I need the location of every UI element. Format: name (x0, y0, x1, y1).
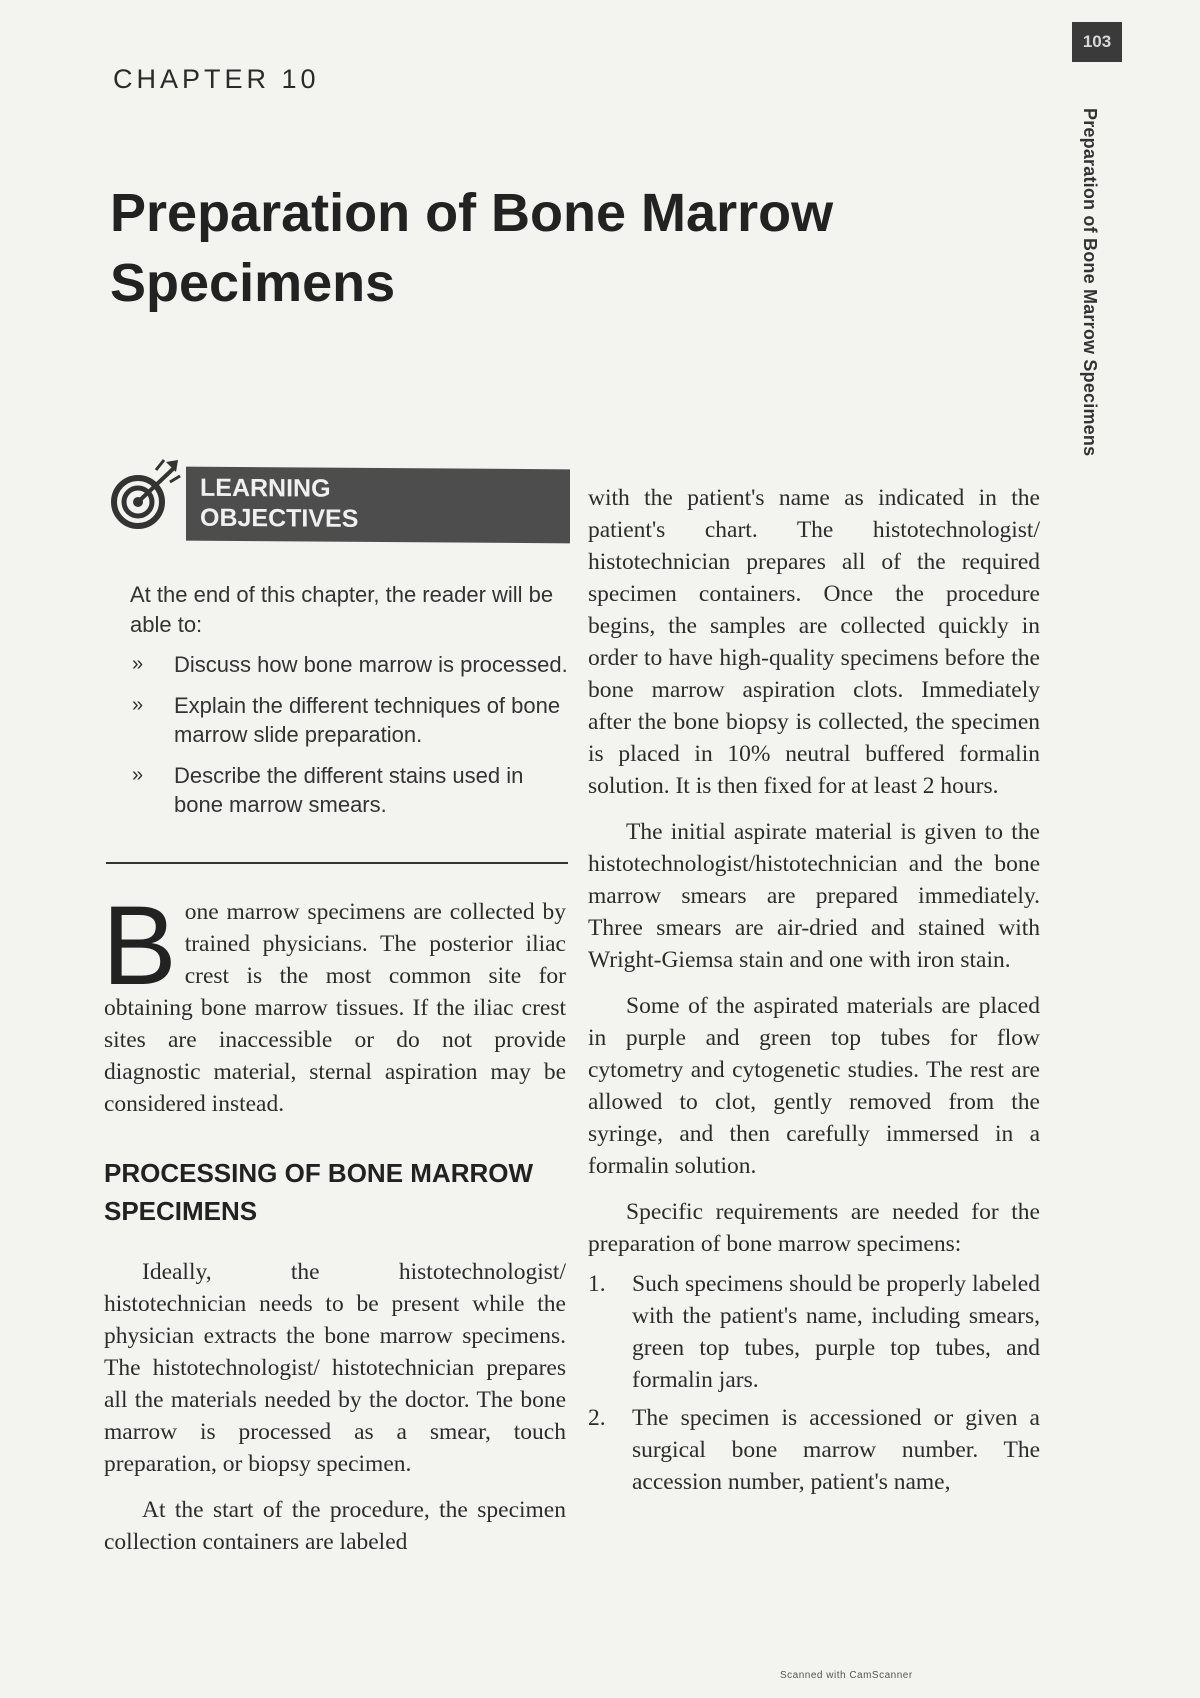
intro-paragraph (102, 883, 566, 1120)
requirements-list (588, 1268, 1040, 1498)
chapter-label: CHAPTER 10 (113, 64, 320, 94)
lo-item (130, 691, 570, 749)
target-arrow-icon (108, 456, 184, 532)
lo-heading-line2: OBJECTIVES (200, 503, 359, 533)
lo-heading-line1: LEARNING (200, 473, 331, 503)
learning-objectives-banner (186, 467, 570, 544)
body-paragraph: with the patient's name as indicated in the patient's chart. The histotechnologist/ histotechnician prepares all of the required specimen containers. Once the procedure begins, the samples are collected quickly in order to have high-quality specimens before the bone marrow aspiration clots. Immediately after the bone biopsy is collected, the specimen is placed in 10% neutral buffered formalin solution. It is then fixed for at least 2 hours. (588, 485, 1040, 799)
body-paragraph: Specific requirements are needed for the preparation of bone marrow specimens: (588, 1199, 1040, 1257)
bullet-glyph: » (132, 653, 144, 675)
scanner-watermark: Scanned with CamScanner (780, 1670, 913, 1681)
list-item (588, 1402, 1040, 1498)
body-paragraph: At the start of the procedure, the specimen collection containers are labeled (104, 1497, 566, 1555)
list-number: 1. (588, 1271, 606, 1297)
lo-item-text: Describe the different stains used in bone marrow smears. (174, 763, 524, 817)
section-divider (106, 862, 568, 864)
lo-list (130, 650, 570, 831)
intro-text: one marrow specimens are collected by trained physicians. The posterior iliac crest is the most common site for obtaining bone marrow tissues. If the iliac crest sites are inaccessible or do not provide diagnostic material, sternal aspiration may be considered instead. (104, 899, 566, 1117)
page-number: 103 (1072, 22, 1122, 62)
body-paragraph: Ideally, the histotechnologist/ histotechnician needs to be present while the physician extracts the bone marrow specimens. The histotechnologist/ histotechnician prepares all the materials needed by the doctor. The bone marrow is processed as a smear, touch preparation, or biopsy specimen. (104, 1259, 566, 1477)
right-column (588, 482, 1040, 1504)
drop-cap: B (102, 883, 177, 1008)
left-column (102, 883, 566, 1558)
list-text: The specimen is accessioned or given a surgical bone marrow number. The accession number, patient's name, (632, 1405, 1040, 1495)
lo-intro: At the end of this chapter, the reader will be able to: (130, 582, 554, 637)
body-paragraph: The initial aspirate material is given to the histotechnologist/histotechnician and the bone marrow smears are prepared immediately. Three smears are air-dried and stained with Wright-Giemsa stain and one with iron stain. (588, 819, 1040, 973)
list-number: 2. (588, 1405, 606, 1431)
lo-item-text: Discuss how bone marrow is processed. (174, 652, 568, 677)
lo-item-text: Explain the different techniques of bone marrow slide preparation. (174, 693, 561, 747)
bullet-glyph: » (132, 764, 144, 786)
body-paragraph: Some of the aspirated materials are placed in purple and green top tubes for flow cytometry and cytogenetic studies. The rest are allowed to clot, gently removed from the syringe, and then carefully immersed in a formalin solution. (588, 993, 1040, 1179)
running-head: Preparation of Bone Marrow Specimens (1080, 108, 1100, 457)
list-text: Such specimens should be properly labeled with the patient's name, including smears, green top tubes, purple top tubes, and formalin jars. (632, 1271, 1040, 1393)
list-item (588, 1268, 1040, 1396)
section-heading: PROCESSING OF BONE MARROW SPECIMENS (104, 1158, 534, 1226)
lo-item (130, 650, 570, 679)
bullet-glyph: » (132, 694, 144, 716)
chapter-title: Preparation of Bone Marrow Specimens (110, 183, 834, 313)
lo-item (130, 761, 570, 819)
